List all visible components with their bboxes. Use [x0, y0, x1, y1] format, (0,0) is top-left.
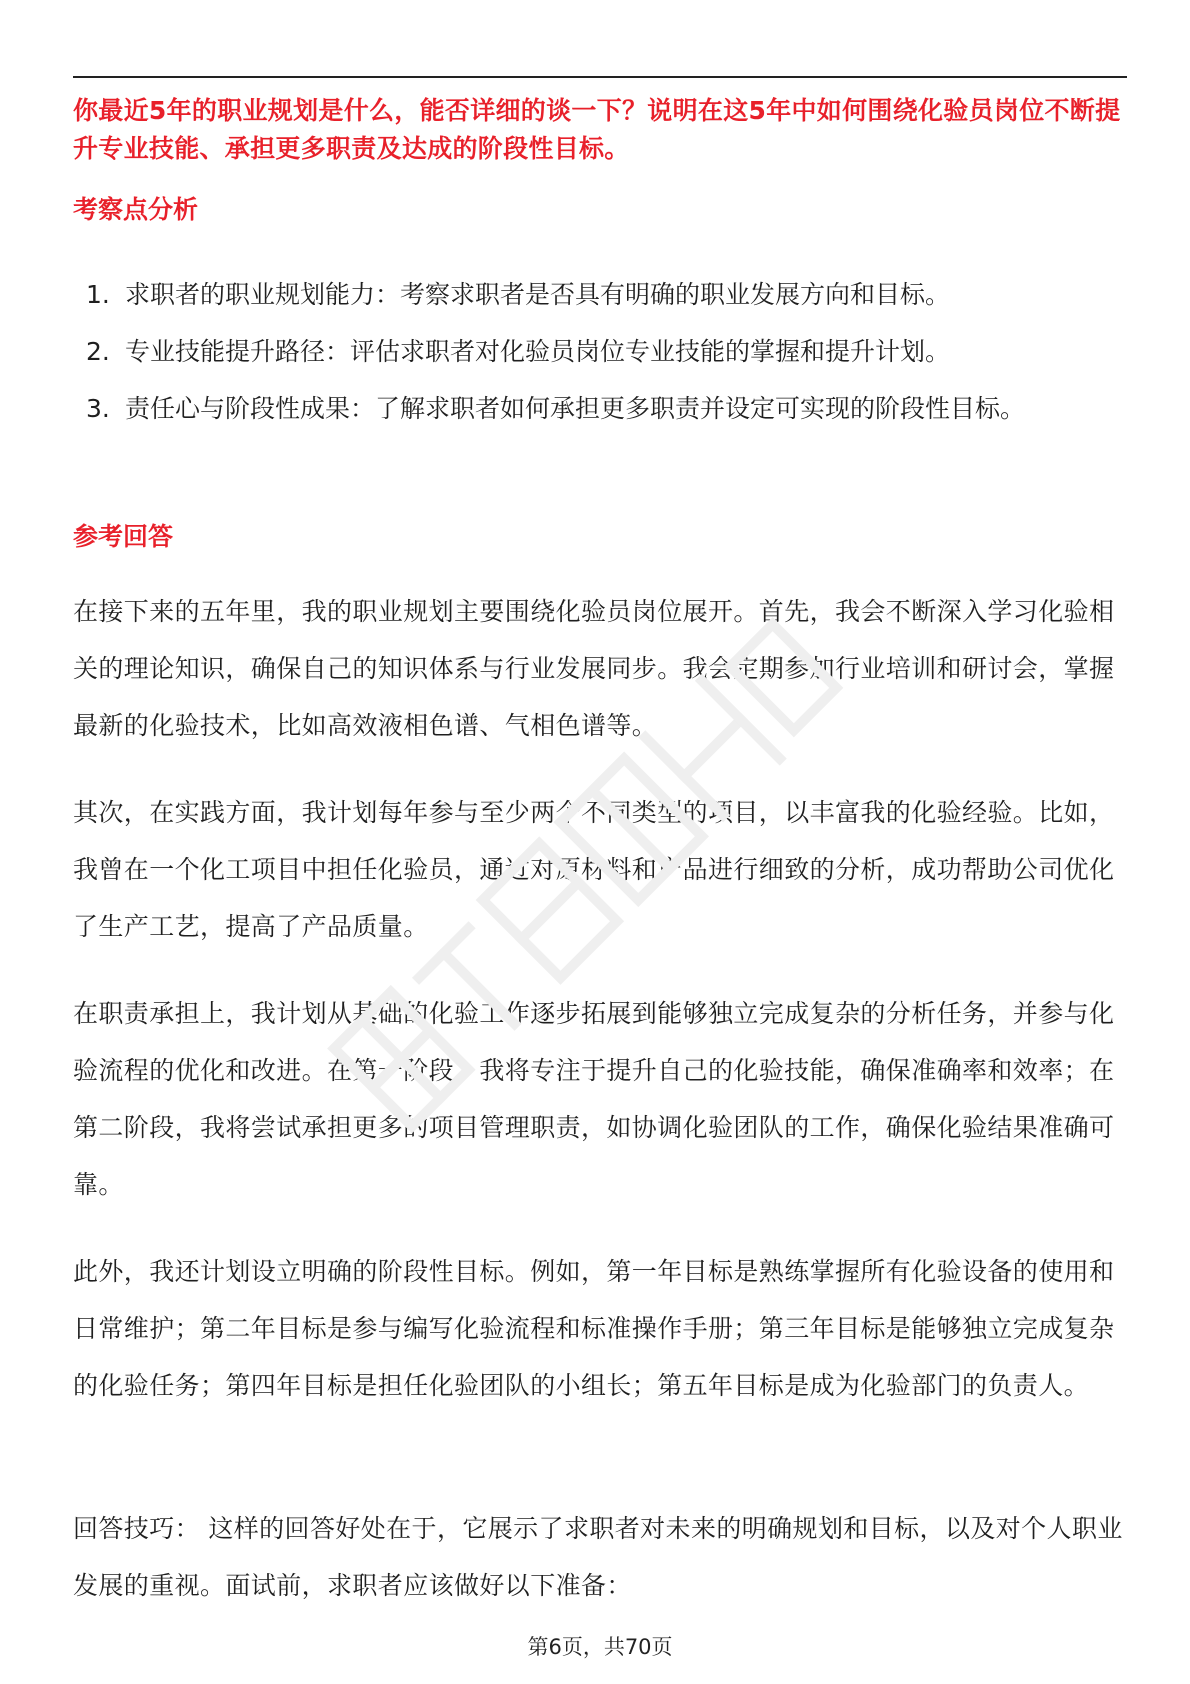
answer-paragraph: 在接下来的五年里，我的职业规划主要围绕化验员岗位展开。首先，我会不断深入学习化验相关的理论知识，确保自己的知识体系与行业发展同步。我会定期参加行业培训和研讨会，掌握最新的化验技术，比如高效液相色谱、气相色谱等。	[73, 597, 1115, 740]
analysis-point	[73, 266, 1127, 323]
point-number: 3.	[86, 394, 110, 423]
point-number: 1.	[86, 280, 110, 309]
point-text: 责任心与阶段性成果：了解求职者如何承担更多职责并设定可实现的阶段性目标。	[125, 394, 1026, 423]
top-divider	[73, 76, 1127, 78]
analysis-point	[73, 323, 1127, 380]
answer-paragraph: 其次，在实践方面，我计划每年参与至少两个不同类型的项目，以丰富我的化验经验。比如，我曾在一个化工项目中担任化验员，通过对原材料和产品进行细致的分析，成功帮助公司优化了生产工艺，提高了产品质量。	[73, 798, 1115, 941]
document-page	[73, 0, 1127, 1684]
question-title: 你最近5年的职业规划是什么，能否详细的谈一下？说明在这5年中如何围绕化验员岗位不断提升专业技能、承担更多职责及达成的阶段性目标。	[73, 96, 1121, 163]
answer-tips-paragraph: 回答技巧： 这样的回答好处在于，它展示了求职者对未来的明确规划和目标，以及对个人职业发展的重视。面试前，求职者应该做好以下准备：	[73, 1514, 1123, 1600]
analysis-points-list	[73, 266, 1127, 437]
point-text: 求职者的职业规划能力：考察求职者是否具有明确的职业发展方向和目标。	[125, 280, 951, 309]
point-text: 专业技能提升路径：评估求职者对化验员岗位专业技能的掌握和提升计划。	[125, 337, 951, 366]
analysis-point	[73, 380, 1127, 437]
point-number: 2.	[86, 337, 110, 366]
answer-paragraph: 此外，我还计划设立明确的阶段性目标。例如，第一年目标是熟练掌握所有化验设备的使用和日常维护；第二年目标是参与编写化验流程和标准操作手册；第三年目标是能够独立完成复杂的化验任务；第四年目标是担任化验团队的小组长；第五年目标是成为化验部门的负责人。	[73, 1257, 1115, 1400]
page-footer: 第6页，共70页	[527, 1635, 673, 1659]
answer-heading: 参考回答	[73, 522, 174, 551]
answer-paragraph: 在职责承担上，我计划从基础的化验工作逐步拓展到能够独立完成复杂的分析任务，并参与化验流程的优化和改进。在第一阶段，我将专注于提升自己的化验技能，确保准确率和效率；在第二阶段，我将尝试承担更多的项目管理职责，如协调化验团队的工作，确保化验结果准确可靠。	[73, 999, 1115, 1199]
analysis-heading: 考察点分析	[73, 195, 199, 224]
